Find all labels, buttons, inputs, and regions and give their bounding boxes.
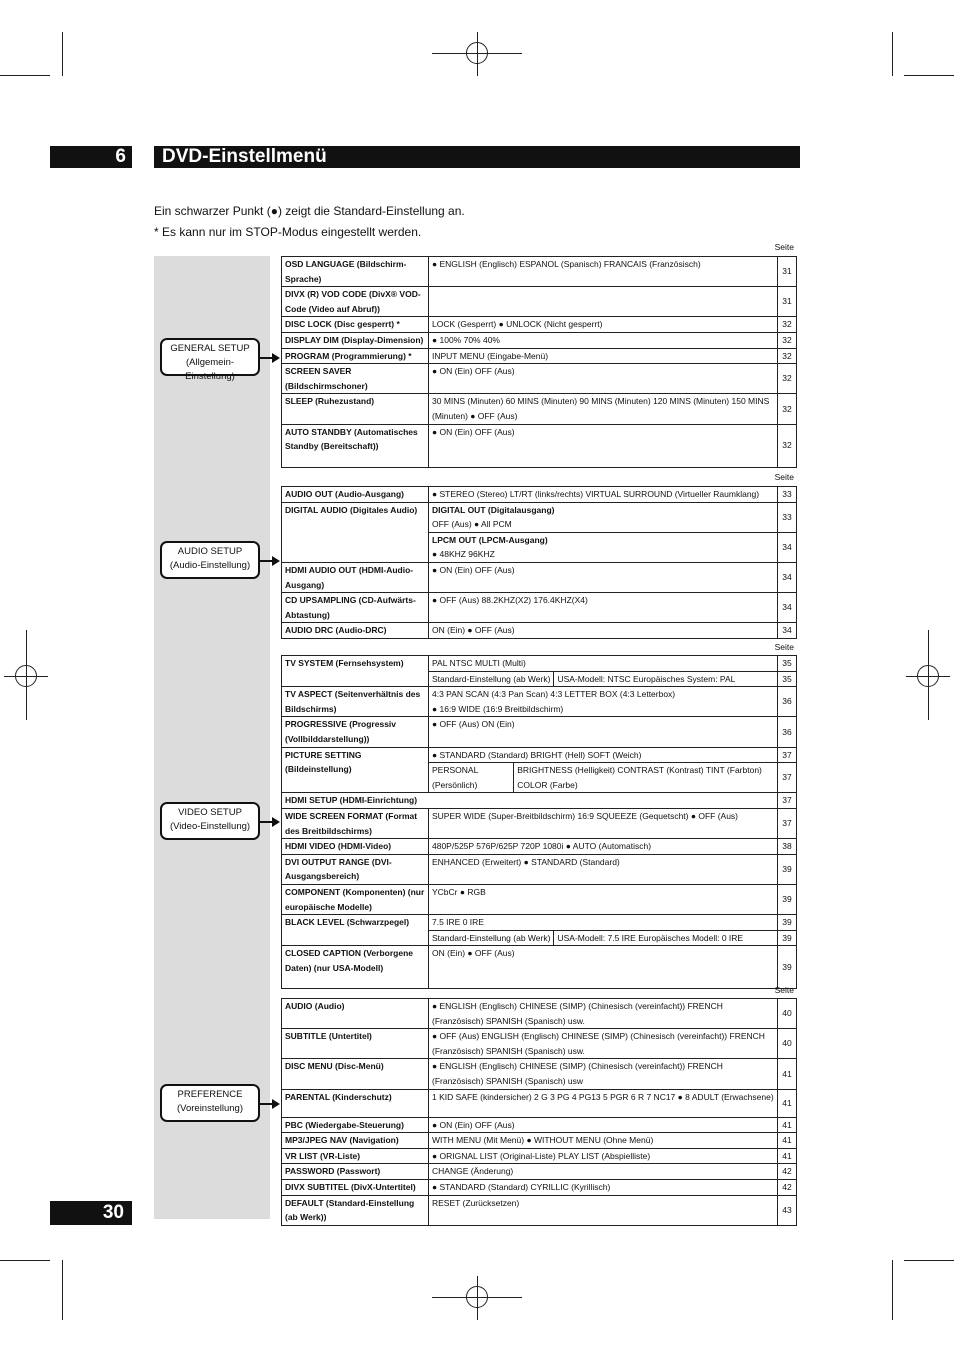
table-row: VR LIST (VR-Liste) ● ORIGNAL LIST (Original-Liste) PLAY LIST (Abspielliste) 41 bbox=[282, 1148, 797, 1164]
table-row: AUDIO (Audio) ● ENGLISH (Englisch) CHINESE (SIMP) (Chinesisch (vereinfacht)) FRENCH (Französisch) SPANISH (Spanisch) usw. 40 bbox=[282, 999, 797, 1029]
table-row: DISC LOCK (Disc gesperrt) * LOCK (Gesperrt) ● UNLOCK (Nicht gesperrt) 32 bbox=[282, 317, 797, 333]
table-row: TV ASPECT (Seitenverhältnis des Bildschirms) 4:3 PAN SCAN (4:3 Pan Scan) 4:3 LETTER BOX (4:3 Letterbox) ● 16:9 WIDE (16:9 Breitbildschirm) 36 bbox=[282, 687, 797, 717]
seite-label: Seite bbox=[774, 472, 794, 482]
table-row: AUTO STANDBY (Automatisches Standby (Bereitschaft)) ● ON (Ein) OFF (Aus) 32 bbox=[282, 424, 797, 467]
table-row: Standard-Einstellung (ab Werk) USA-Modell: NTSC Europäisches System: PAL 35 bbox=[282, 671, 797, 687]
table-row: DIVX SUBTITEL (DivX-Untertitel) ● STANDARD (Standard) CYRILLIC (Kyrillisch) 42 bbox=[282, 1179, 797, 1195]
seite-label: Seite bbox=[774, 242, 794, 252]
sidebar-panel bbox=[154, 256, 270, 1219]
audio-setup-table bbox=[281, 486, 797, 639]
general-setup-table bbox=[281, 256, 797, 468]
table-row: DISPLAY DIM (Display-Dimension) ● 100% 70% 40% 32 bbox=[282, 332, 797, 348]
section-label-video: VIDEO SETUP (Video-Einstellung) bbox=[160, 802, 260, 840]
table-row: HDMI SETUP (HDMI-Einrichtung) 37 bbox=[282, 793, 797, 809]
table-row: Standard-Einstellung (ab Werk) USA-Modell: 7.5 IRE Europäisches Modell: 0 IRE 39 bbox=[282, 930, 797, 946]
table-row: TV SYSTEM (Fernsehsystem) PAL NTSC MULTI (Multi) 35 bbox=[282, 656, 797, 672]
table-row: LPCM OUT (LPCM-Ausgang) ● 48KHZ 96KHZ 34 bbox=[282, 532, 797, 562]
table-row: AUDIO OUT (Audio-Ausgang) ● STEREO (Stereo) LT/RT (links/rechts) VIRTUAL SURROUND (Virtueller Raumklang) 33 bbox=[282, 487, 797, 503]
arrow-right-icon bbox=[260, 352, 280, 364]
table-row: AUDIO DRC (Audio-DRC) ON (Ein) ● OFF (Aus) 34 bbox=[282, 623, 797, 639]
intro-line-1: Ein schwarzer Punkt (●) zeigt die Standard-Einstellung an. bbox=[154, 204, 465, 218]
arrow-right-icon bbox=[260, 816, 280, 828]
table-row: DIGITAL AUDIO (Digitales Audio) DIGITAL OUT (Digitalausgang) OFF (Aus) ● All PCM 33 bbox=[282, 502, 797, 532]
table-row: DISC MENU (Disc-Menü) ● ENGLISH (Englisch) CHINESE (SIMP) (Chinesisch (vereinfacht)) FRENCH (Französisch) SPANISH (Spanisch) usw 41 bbox=[282, 1059, 797, 1089]
table-row: HDMI VIDEO (HDMI-Video) 480P/525P 576P/625P 720P 1080i ● AUTO (Automatisch) 38 bbox=[282, 839, 797, 855]
page-number: 30 bbox=[50, 1201, 132, 1225]
section-label-preference: PREFERENCE (Voreinstellung) bbox=[160, 1084, 260, 1122]
arrow-right-icon bbox=[260, 555, 280, 567]
table-row: SCREEN SAVER (Bildschirmschoner) ● ON (Ein) OFF (Aus) 32 bbox=[282, 364, 797, 394]
table-row: CD UPSAMPLING (CD-Aufwärts-Abtastung) ● OFF (Aus) 88.2KHZ(X2) 176.4KHZ(X4) 34 bbox=[282, 593, 797, 623]
table-row: CLOSED CAPTION (Verborgene Daten) (nur USA-Modell) ON (Ein) ● OFF (Aus) 39 bbox=[282, 946, 797, 989]
table-row: WIDE SCREEN FORMAT (Format des Breitbildschirms) SUPER WIDE (Super-Breitbildschirm) 16:9 SQUEEZE (Gequetscht) ● OFF (Aus) 37 bbox=[282, 808, 797, 838]
table-row: PROGRESSIVE (Progressiv (Vollbilddarstellung)) ● OFF (Aus) ON (Ein) 36 bbox=[282, 717, 797, 747]
table-row: MP3/JPEG NAV (Navigation) WITH MENU (Mit Menü) ● WITHOUT MENU (Ohne Menü) 41 bbox=[282, 1133, 797, 1149]
page-title: DVD-Einstellmenü bbox=[154, 146, 800, 168]
table-row: OSD LANGUAGE (Bildschirm-Sprache) ● ENGLISH (Englisch) ESPANOL (Spanisch) FRANCAIS (Französisch) 31 bbox=[282, 257, 797, 287]
arrow-right-icon bbox=[260, 1098, 280, 1110]
chapter-number: 6 bbox=[50, 146, 132, 168]
intro-line-2: * Es kann nur im STOP-Modus eingestellt werden. bbox=[154, 225, 422, 239]
section-label-general: GENERAL SETUP (Allgemein-Einstellung) bbox=[160, 338, 260, 376]
table-row: PARENTAL (Kinderschutz) 1 KID SAFE (kindersicher) 2 G 3 PG 4 PG13 5 PGR 6 R 7 NC17 ● 8 ADULT (Erwachsene) 41 bbox=[282, 1089, 797, 1117]
seite-label: Seite bbox=[774, 642, 794, 652]
seite-label: Seite bbox=[774, 985, 794, 995]
table-row: DVI OUTPUT RANGE (DVI-Ausgangsbereich) ENHANCED (Erweitert) ● STANDARD (Standard) 39 bbox=[282, 854, 797, 884]
table-row: HDMI AUDIO OUT (HDMI-Audio-Ausgang) ● ON (Ein) OFF (Aus) 34 bbox=[282, 562, 797, 592]
table-row: PERSONAL (Persönlich) BRIGHTNESS (Helligkeit) CONTRAST (Kontrast) TINT (Farbton) COLOR (Farbe) 37 bbox=[282, 763, 797, 793]
table-row: BLACK LEVEL (Schwarzpegel) 7.5 IRE 0 IRE 39 bbox=[282, 915, 797, 931]
section-label-audio: AUDIO SETUP (Audio-Einstellung) bbox=[160, 541, 260, 579]
table-row: PBC (Wiedergabe-Steuerung) ● ON (Ein) OFF (Aus) 41 bbox=[282, 1117, 797, 1133]
table-row: PICTURE SETTING (Bildeinstellung) ● STANDARD (Standard) BRIGHT (Hell) SOFT (Weich) 37 bbox=[282, 747, 797, 763]
preference-table bbox=[281, 998, 797, 1226]
video-setup-table bbox=[281, 655, 797, 989]
table-row: DEFAULT (Standard-Einstellung (ab Werk)) RESET (Zurücksetzen) 43 bbox=[282, 1195, 797, 1225]
table-row: DIVX (R) VOD CODE (DivX® VOD-Code (Video auf Abruf)) 31 bbox=[282, 287, 797, 317]
table-row: PROGRAM (Programmierung) * INPUT MENU (Eingabe-Menü) 32 bbox=[282, 348, 797, 364]
table-row: PASSWORD (Passwort) CHANGE (Änderung) 42 bbox=[282, 1164, 797, 1180]
table-row: COMPONENT (Komponenten) (nur europäische Modelle) YCbCr ● RGB 39 bbox=[282, 884, 797, 914]
table-row: SLEEP (Ruhezustand) 30 MINS (Minuten) 60 MINS (Minuten) 90 MINS (Minuten) 120 MINS (Minuten) 150 MINS (Minuten) ● OFF (Aus) 32 bbox=[282, 394, 797, 424]
table-row: SUBTITLE (Untertitel) ● OFF (Aus) ENGLISH (Englisch) CHINESE (SIMP) (Chinesisch (vereinfacht)) FRENCH (Französisch) SPANISH (Spanisch) usw. 40 bbox=[282, 1029, 797, 1059]
